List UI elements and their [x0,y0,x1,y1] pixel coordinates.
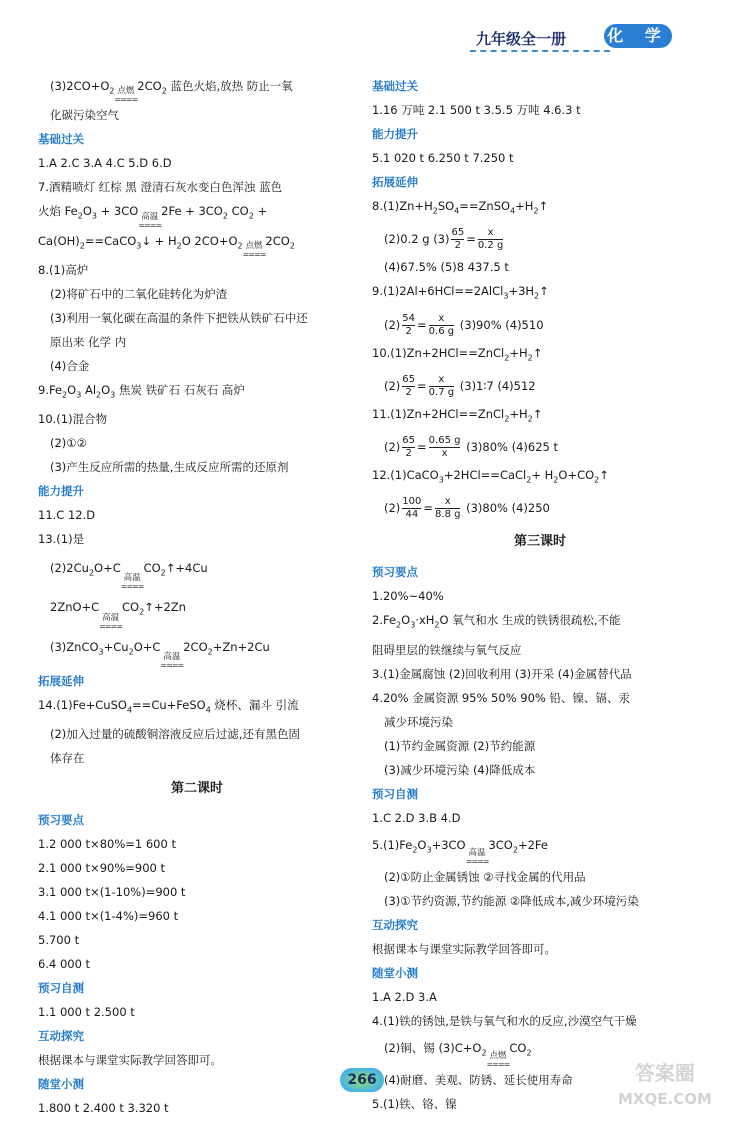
lesson-title: 第三课时 [513,534,566,550]
answer-line: 阻碍里层的铁继续与氧气反应 [372,642,522,657]
answer-line: 10.(1)混合物 [38,412,108,427]
answer-line: 14.(1)Fe+CuSO$_4$==Cu+FeSO$_4$ 烧杯、漏斗 引流 [38,698,299,715]
answer-line: $(2)2Cu_2O+C$ 高温 ==== $CO_2↑+4Cu$ [50,561,208,592]
answer-line: 3.1 000 t×(1-10%)=900 t [38,885,186,900]
answer-line: 1.20%~40% [372,589,444,604]
answer-line: 5.700 t [38,933,80,948]
section-heading: 预习自测 [38,981,84,996]
answer-line: (4)耐磨、美观、防锈、延长使用寿命 [384,1073,573,1088]
answer-line: 3.(1)金属腐蚀 (2)回收利用 (3)开采 (4)金属替代品 [372,666,632,681]
answer-line: 1.2 000 t×80%=1 600 t [38,837,176,852]
answer-line: 4.1 000 t×(1-4%)=960 t [38,909,179,924]
section-heading: 拓展延伸 [372,175,418,189]
answer-line: (4)合金 [50,358,90,373]
answer-line: (2)①② [50,436,87,451]
answer-line: (3)利用一氧化碳在高温的条件下把铁从铁矿石中还 [50,310,308,325]
answer-line: (2) $\frac{54}{2}$ = $\frac{x}{0.6 g}$ (3)90% (4)510 [384,312,544,337]
answer-line: 5.(1)铁、铬、镍 [372,1097,457,1112]
watermark-line1: 答案圈 [634,1061,695,1085]
right-column [372,74,708,1116]
answer-line: 1.A 2.C 3.A 4.C 5.D 6.D [38,156,172,171]
answer-line: (2)将矿石中的二氧化硅转化为炉渣 [50,286,228,301]
answer-line: 7.酒精喷灯 红棕 黑 澄清石灰水变白色浑浊 蓝色 [38,180,283,195]
answer-line: 6.4 000 t [38,957,91,972]
left-column [38,74,356,1120]
section-heading: 互动探究 [38,1029,84,1044]
answer-line: 1.1 000 t 2.500 t [38,1005,135,1020]
answer-line: $9.Fe_2O_3$ $Al_2O_3$ 焦炭 铁矿石 石灰石 高炉 [38,382,245,400]
answer-line: 1.800 t 2.400 t 3.320 t [38,1101,169,1116]
answer-line: 减少环境污染 [384,714,453,729]
answer-line: $Ca(OH)_2==CaCO_3↓ + H_2O$ $2CO+O_2$ 点燃 ==== $2CO_2$ [38,233,295,259]
answer-line: (2) $\frac{100}{44}$ = $\frac{x}{8.8 g}$ (3)80% (4)250 [384,496,550,521]
answer-line: 4.(1)铁的锈蚀,是铁与氧气和水的反应,沙漠空气干燥 [372,1014,637,1029]
answer-line: 1.16 万吨 2.1 500 t 3.5.5 万吨 4.6.3 t [372,103,581,117]
answer-line: $10.(1)Zn+2HCl==ZnCl_2+H_2↑$ [372,345,543,362]
answer-line: 体存在 [50,751,85,766]
answer-line: 原出来 化学 内 [50,334,127,349]
answer-line: $9.(1)2Al+6HCl==2AlCl_3+3H_2↑$ [372,284,549,301]
answer-line: 根据课本与课堂实际教学回答即可。 [38,1053,222,1068]
section-heading: 基础过关 [38,132,84,147]
answer-line: 1.C 2.D 3.B 4.D [372,810,461,825]
answer-line: (2)0.2 g (3) $\frac{65}{2}$ = $\frac{x}{0.2 g}$ [384,227,504,252]
answer-line: 5.1 020 t 6.250 t 7.250 t [372,151,514,165]
answer-line: $5.(1)Fe_2O_3+3CO$ 高温 ==== $3CO_2+2Fe$ [372,837,548,867]
answer-line: 8.(1)高炉 [38,262,89,277]
header-dashed-line [470,50,610,52]
answer-line: $11.(1)Zn+2HCl==ZnCl_2+H_2↑$ [372,406,543,424]
lesson-title: 第二课时 [170,781,223,797]
answer-line: $(3)2CO+O_2$ 点燃 ==== $2CO_2$ 蓝色火焰,放热 防止一氧 [50,79,293,105]
answer-line: (1)节约金属资源 (2)节约能源 [384,738,536,753]
answer-line: 12.(1)CaCO$_3$+2HCl==CaCl$_2$+ $H_2O+CO_2↑$ [372,468,609,485]
header-subject-badge: 化 学 [604,24,672,48]
answer-line: (2) $\frac{65}{2}$ = $\frac{0.65 g}{x}$ (3)80% (4)625 t [384,435,559,460]
page-number: 266 [340,1068,384,1092]
answer-line: (3)减少环境污染 (4)降低成本 [384,762,536,777]
answer-line: 根据课本与课堂实际教学回答即可。 [372,942,556,957]
answer-line: 13.(1)是 [38,532,85,547]
answer-line: (2) $\frac{65}{2}$ = $\frac{x}{0.7 g}$ (3)1∶7 (4)512 [384,373,536,398]
answer-line: 4.20% 金属资源 95% 50% 90% 铅、镍、镉、汞 [372,690,630,705]
answer-line: (2)加入过量的硫酸铜溶液反应后过滤,还有黑色固 [50,727,300,742]
answer-line: 2ZnO+C 高温 ==== $CO_2↑+2Zn$ [50,600,186,631]
answer-line: 化碳污染空气 [50,108,119,123]
section-heading: 随堂小测 [38,1077,84,1092]
answer-line: 火焰 $Fe_2O_3 + 3CO$ 高温 ==== $2Fe + 3CO_2$ $CO_2$ + [38,204,268,230]
answer-line: (2)铜、锡 $(3)C+O_2$ 点燃 ==== $CO_2$ [384,1041,532,1070]
answer-line: $2.Fe_2O_3\cdot xH_2O$ 氧气和水 生成的铁锈很疏松,不能 [372,613,621,630]
section-heading: 互动探究 [372,918,418,933]
section-heading: 基础过关 [372,79,418,93]
watermark [618,1060,712,1112]
section-heading: 预习要点 [372,565,418,580]
section-heading: 随堂小测 [372,966,418,981]
answer-line: 11.C 12.D [38,508,96,523]
section-heading: 预习要点 [38,813,84,828]
answer-line: (2)①防止金属锈蚀 ②寻找金属的代用品 [384,870,586,885]
section-heading: 能力提升 [372,127,418,141]
section-heading: 拓展延伸 [38,674,84,689]
section-heading: 能力提升 [38,484,84,499]
answer-line: $8.(1)Zn+H_2SO_4==ZnSO_4+H_2↑$ [372,199,549,216]
answer-line: 2.1 000 t×90%=900 t [38,861,166,876]
answer-line: $(3)ZnCO_3+Cu_2O+C$ 高温 ==== $2CO_2+Zn+2Cu$ [50,639,270,671]
watermark-line2: MXQE.COM [618,1090,712,1108]
header-grade: 九年级全一册 [476,30,567,48]
answer-line: (3)产生反应所需的热量,生成反应所需的还原剂 [50,460,289,475]
section-heading: 预习自测 [372,786,418,801]
answer-line: (3)①节约资源,节约能源 ②降低成本,减少环境污染 [384,894,639,909]
answer-line: (4)67.5% (5)8 437.5 t [384,260,509,275]
answer-line: 1.A 2.D 3.A [372,990,437,1005]
